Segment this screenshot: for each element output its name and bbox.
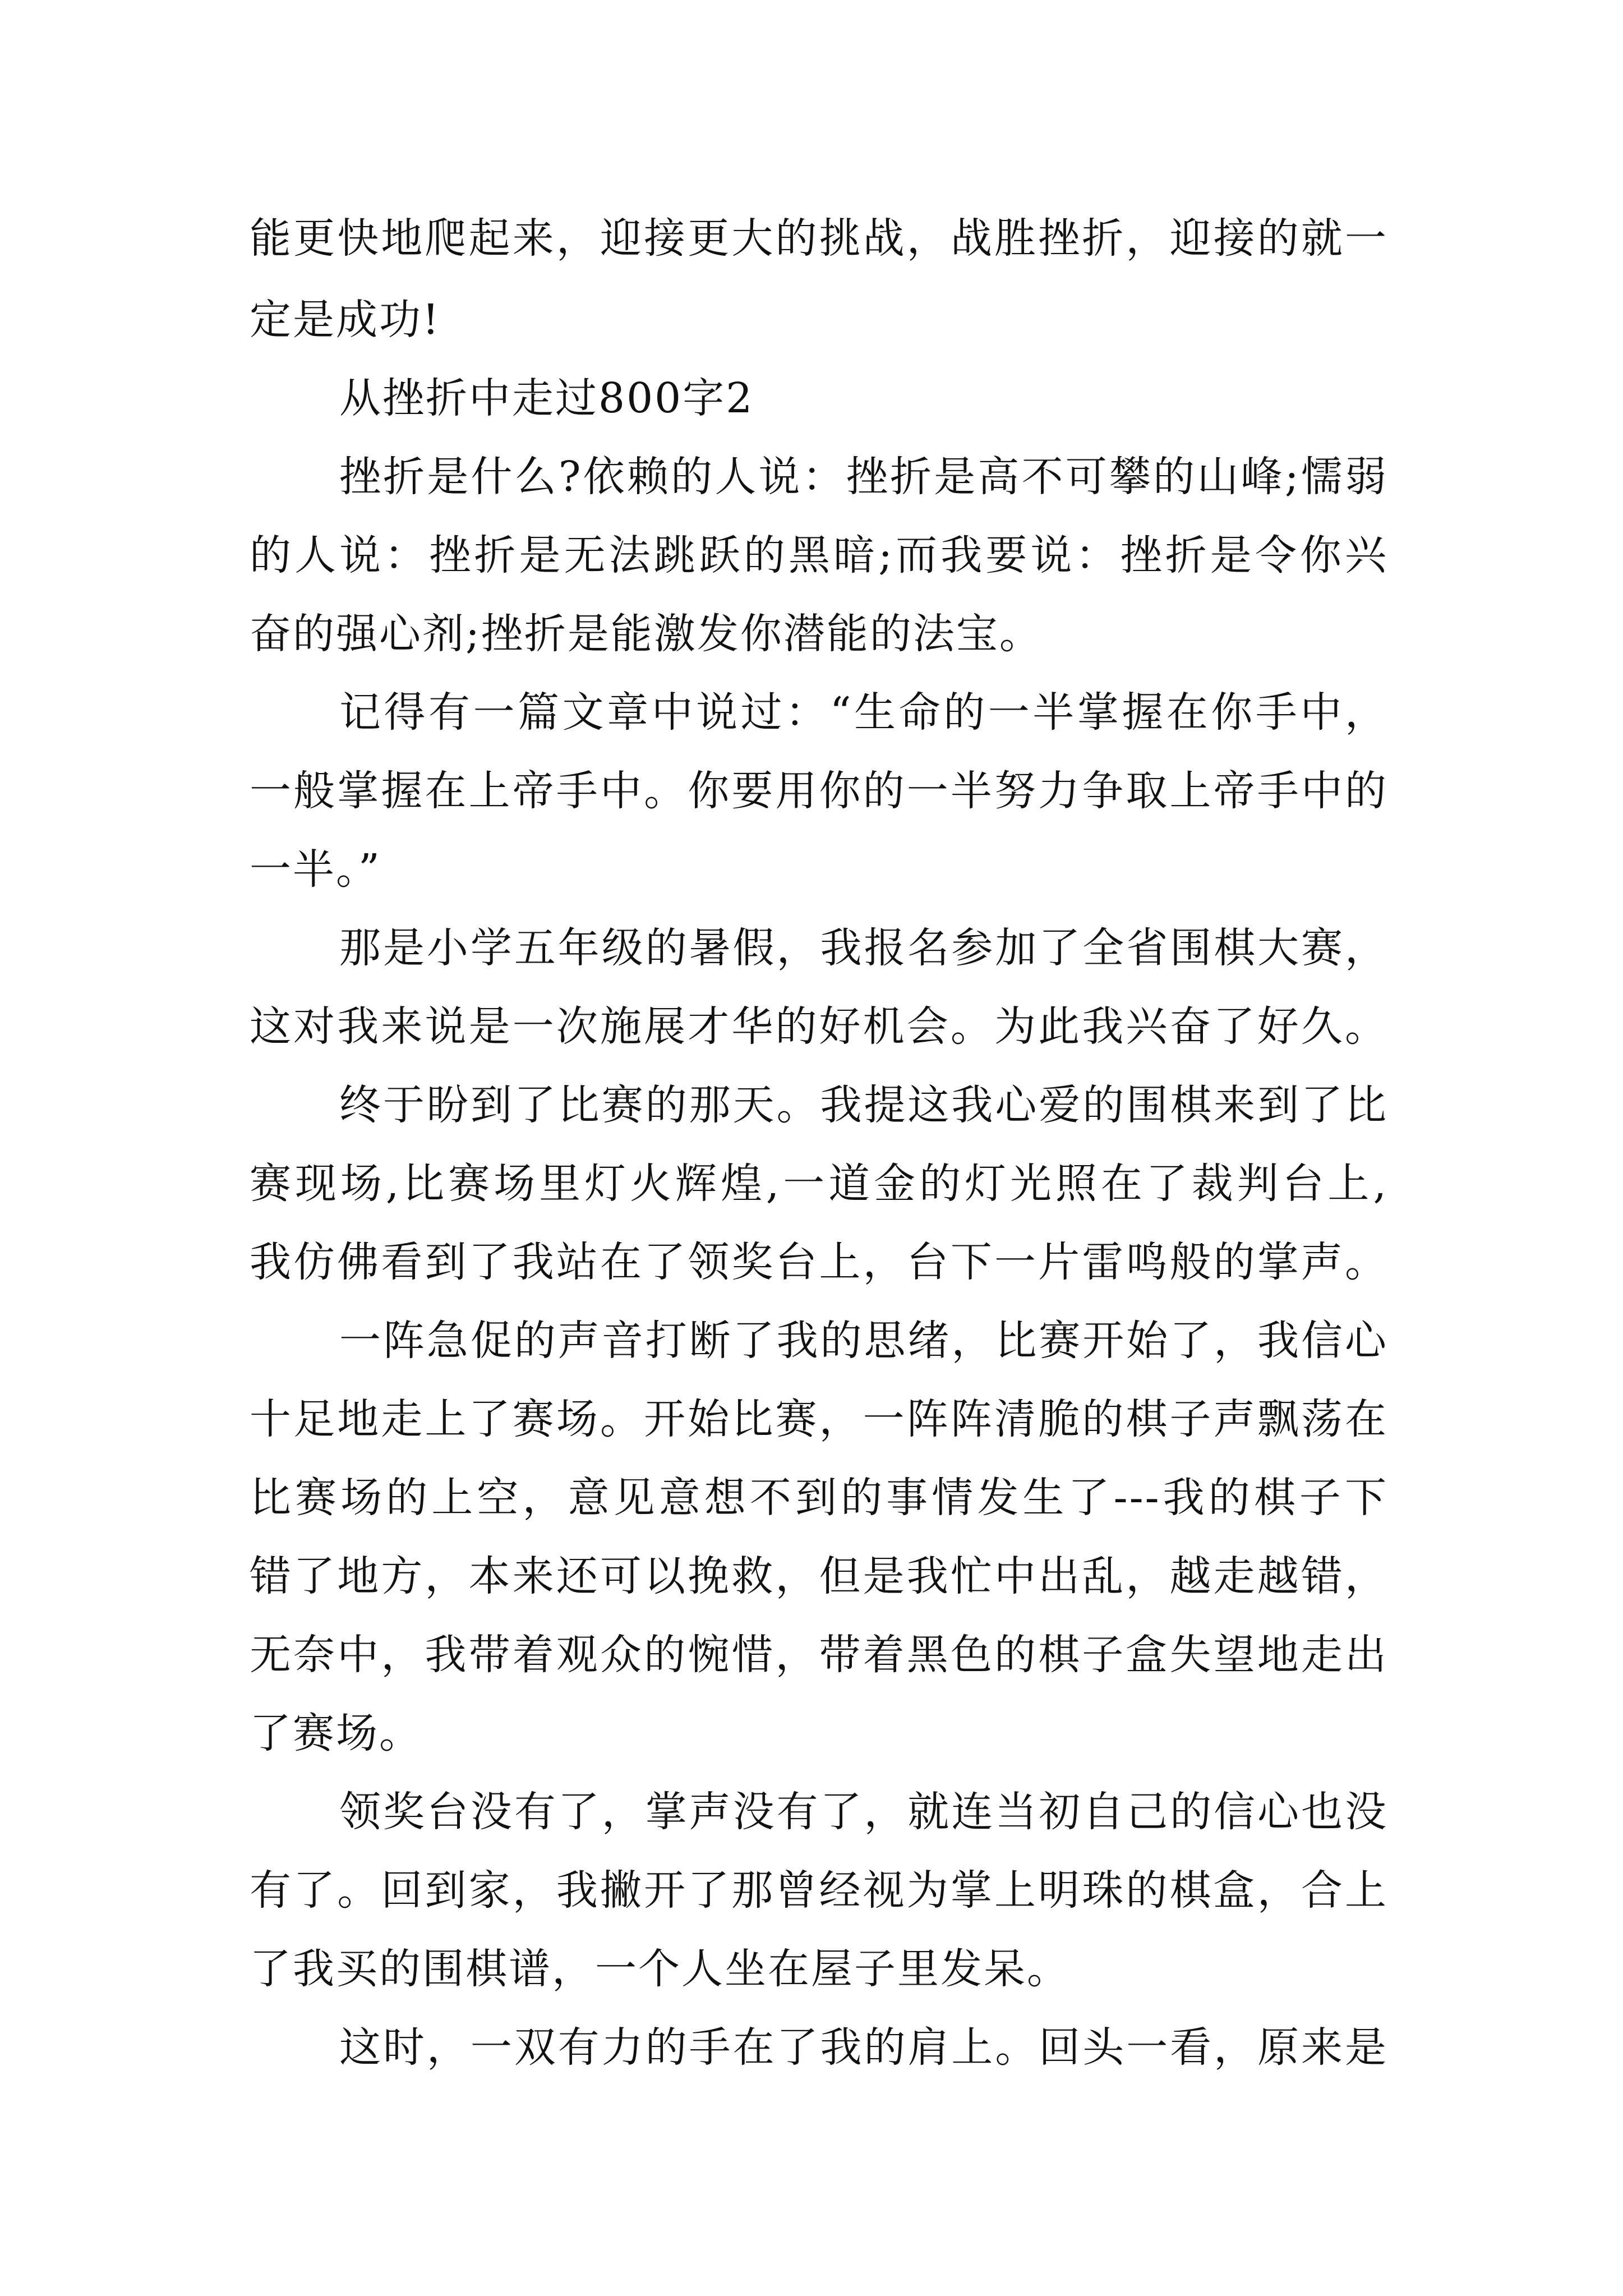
text-line: 我仿佛看到了我站在了领奖台上，台下一片雷鸣般的掌声。	[250, 1238, 1388, 1286]
text-line: 定是成功!	[250, 296, 441, 344]
text-line: 的人说：挫折是无法跳跃的黑暗;而我要说：挫折是令你兴	[250, 531, 1388, 579]
text-line: 一阵急促的声音打断了我的思绪，比赛开始了，我信心	[339, 1317, 1388, 1365]
text-line: 比赛场的上空，意见意想不到的事情发生了---我的棋子下	[250, 1474, 1388, 1522]
text-line: 有了。回到家，我撇开了那曾经视为掌上明珠的棋盒，合上	[250, 1866, 1388, 1915]
text-line: 记得有一篇文章中说过：“生命的一半掌握在你手中，	[339, 688, 1388, 737]
text-line: 能更快地爬起来，迎接更大的挑战，战胜挫折，迎接的就一	[250, 214, 1388, 263]
text-line: 挫折是什么?依赖的人说：挫折是高不可攀的山峰;懦弱	[339, 453, 1388, 501]
text-line: 一般掌握在上帝手中。你要用你的一半努力争取上帝手中的	[250, 767, 1388, 815]
text-line: 错了地方，本来还可以挽救，但是我忙中出乱，越走越错，	[250, 1552, 1388, 1600]
text-line: 这对我来说是一次施展才华的好机会。为此我兴奋了好久。	[250, 1002, 1388, 1051]
text-line: 那是小学五年级的暑假，我报名参加了全省围棋大赛，	[339, 924, 1388, 972]
text-line: 奋的强心剂;挫折是能激发你潜能的法宝。	[250, 610, 1043, 658]
text-line: 十足地走上了赛场。开始比赛，一阵阵清脆的棋子声飘荡在	[250, 1395, 1388, 1443]
text-line: 这时，一双有力的手在了我的肩上。回头一看，原来是	[339, 2023, 1388, 2072]
text-line: 无奈中，我带着观众的惋惜，带着黑色的棋子盒失望地走出	[250, 1631, 1388, 1679]
text-line: 领奖台没有了，掌声没有了，就连当初自己的信心也没	[339, 1788, 1388, 1836]
text-line: 赛现场,比赛场里灯火辉煌,一道金的灯光照在了裁判台上,	[250, 1159, 1388, 1208]
text-line: 了赛场。	[250, 1709, 422, 1757]
text-line: 了我买的围棋谱，一个人坐在屋子里发呆。	[250, 1945, 1070, 1993]
text-line: 终于盼到了比赛的那天。我提这我心爱的围棋来到了比	[339, 1081, 1388, 1129]
text-line: 一半。”	[250, 845, 381, 894]
section-heading: 从挫折中走过800字2	[339, 374, 754, 422]
